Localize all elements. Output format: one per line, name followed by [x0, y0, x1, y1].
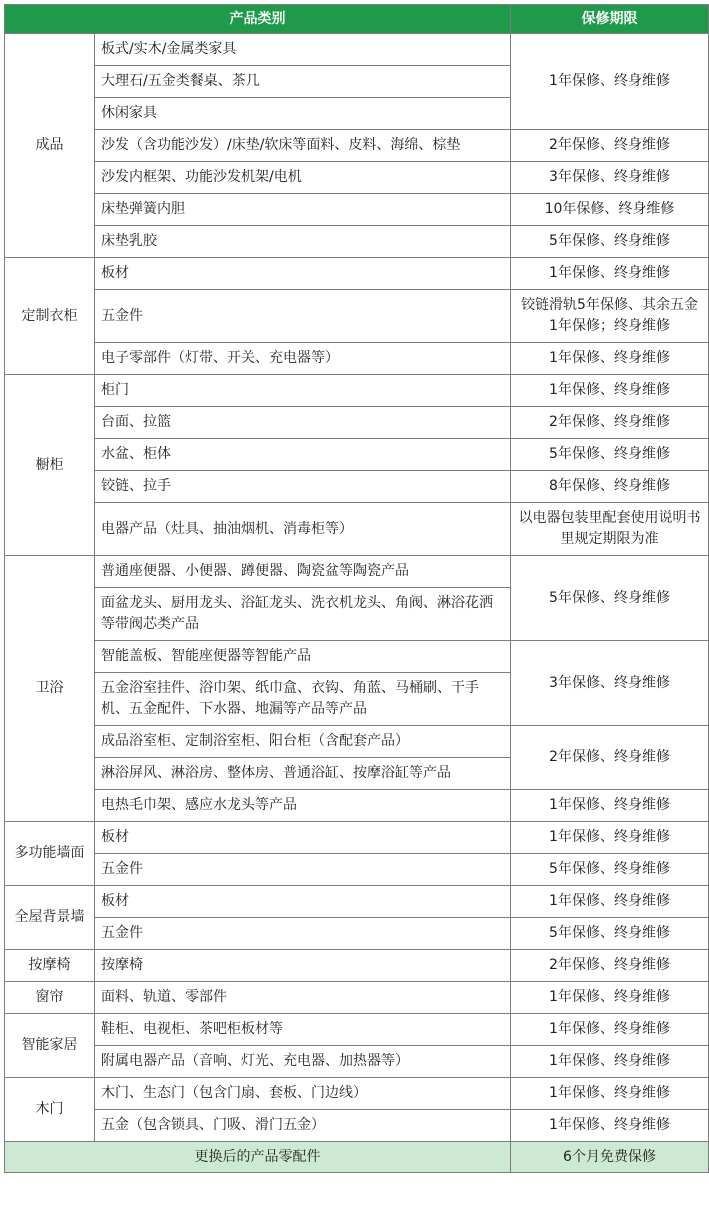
product-item-cell: 木门、生态门（包含门扇、套板、门边线）: [95, 1078, 511, 1110]
table-row: [5, 641, 709, 673]
product-item-cell: 柜门: [95, 375, 511, 407]
warranty-cell: 1年保修、终身维修: [511, 343, 709, 375]
product-item-cell: 按摩椅: [95, 950, 511, 982]
warranty-cell: 3年保修、终身维修: [511, 641, 709, 726]
warranty-cell: 5年保修、终身维修: [511, 226, 709, 258]
product-item-cell: 板材: [95, 822, 511, 854]
table-row: [5, 950, 709, 982]
warranty-cell: 1年保修、终身维修: [511, 34, 709, 130]
table-row: [5, 194, 709, 226]
warranty-cell: 3年保修、终身维修: [511, 162, 709, 194]
product-item-cell: 五金件: [95, 918, 511, 950]
footer-warranty: 6个月免费保修: [511, 1142, 709, 1173]
warranty-cell: 5年保修、终身维修: [511, 556, 709, 641]
product-item-cell: 面盆龙头、厨用龙头、浴缸龙头、洗衣机龙头、角阀、淋浴花洒等带阀芯类产品: [95, 588, 511, 641]
table-row: [5, 1110, 709, 1142]
table-row: [5, 1014, 709, 1046]
product-item-cell: 面料、轨道、零部件: [95, 982, 511, 1014]
product-item-cell: 板式/实木/金属类家具: [95, 34, 511, 66]
table-header-row: [5, 5, 709, 34]
table-row: [5, 854, 709, 886]
product-item-cell: 沙发（含功能沙发）/床垫/软床等面料、皮料、海绵、棕垫: [95, 130, 511, 162]
header-product-category: 产品类别: [5, 5, 511, 34]
category-cell: 多功能墙面: [5, 822, 95, 886]
category-cell: 卫浴: [5, 556, 95, 822]
category-cell: 橱柜: [5, 375, 95, 556]
table-row: [5, 471, 709, 503]
table-row: [5, 503, 709, 556]
table-row: [5, 162, 709, 194]
table-row: [5, 258, 709, 290]
table-row: [5, 726, 709, 758]
warranty-cell: 1年保修、终身维修: [511, 1046, 709, 1078]
warranty-cell: 10年保修、终身维修: [511, 194, 709, 226]
table-row: [5, 982, 709, 1014]
category-cell: 智能家居: [5, 1014, 95, 1078]
warranty-table: [4, 4, 709, 1173]
product-item-cell: 智能盖板、智能座便器等智能产品: [95, 641, 511, 673]
table-row: [5, 790, 709, 822]
category-cell: 木门: [5, 1078, 95, 1142]
footer-row: [5, 1142, 709, 1173]
warranty-cell: 1年保修、终身维修: [511, 790, 709, 822]
table-row: [5, 130, 709, 162]
product-item-cell: 五金件: [95, 290, 511, 343]
table-row: [5, 375, 709, 407]
table-row: [5, 343, 709, 375]
product-item-cell: 鞋柜、电视柜、茶吧柜板材等: [95, 1014, 511, 1046]
warranty-cell: 1年保修、终身维修: [511, 982, 709, 1014]
product-item-cell: 水盆、柜体: [95, 439, 511, 471]
warranty-cell: 1年保修、终身维修: [511, 375, 709, 407]
table-row: [5, 34, 709, 66]
category-cell: 按摩椅: [5, 950, 95, 982]
warranty-cell: 铰链滑轨5年保修、其余五金1年保修；终身维修: [511, 290, 709, 343]
warranty-cell: 1年保修、终身维修: [511, 822, 709, 854]
product-item-cell: 大理石/五金类餐桌、茶几: [95, 66, 511, 98]
product-item-cell: 电子零部件（灯带、开关、充电器等）: [95, 343, 511, 375]
product-item-cell: 五金件: [95, 854, 511, 886]
warranty-cell: 1年保修、终身维修: [511, 258, 709, 290]
product-item-cell: 台面、拉篮: [95, 407, 511, 439]
warranty-cell: 5年保修、终身维修: [511, 439, 709, 471]
table-row: [5, 1046, 709, 1078]
category-cell: 定制衣柜: [5, 258, 95, 375]
table-body: [5, 34, 709, 1142]
warranty-cell: 5年保修、终身维修: [511, 918, 709, 950]
warranty-cell: 1年保修、终身维修: [511, 1078, 709, 1110]
warranty-cell: 2年保修、终身维修: [511, 950, 709, 982]
warranty-cell: 以电器包装里配套使用说明书里规定期限为准: [511, 503, 709, 556]
table-row: [5, 918, 709, 950]
warranty-cell: 5年保修、终身维修: [511, 854, 709, 886]
product-item-cell: 铰链、拉手: [95, 471, 511, 503]
product-item-cell: 附属电器产品（音响、灯光、充电器、加热器等）: [95, 1046, 511, 1078]
table-row: [5, 1078, 709, 1110]
warranty-cell: 2年保修、终身维修: [511, 407, 709, 439]
product-item-cell: 淋浴屏风、淋浴房、整体房、普通浴缸、按摩浴缸等产品: [95, 758, 511, 790]
product-item-cell: 五金浴室挂件、浴巾架、纸巾盒、衣钩、角蓝、马桶刷、干手机、五金配件、下水器、地漏等产品等产品: [95, 673, 511, 726]
product-item-cell: 板材: [95, 886, 511, 918]
warranty-cell: 1年保修、终身维修: [511, 886, 709, 918]
category-cell: 窗帘: [5, 982, 95, 1014]
product-item-cell: 休闲家具: [95, 98, 511, 130]
product-item-cell: 普通座便器、小便器、蹲便器、陶瓷盆等陶瓷产品: [95, 556, 511, 588]
table-row: [5, 886, 709, 918]
product-item-cell: 床垫弹簧内胆: [95, 194, 511, 226]
product-item-cell: 成品浴室柜、定制浴室柜、阳台柜（含配套产品）: [95, 726, 511, 758]
header-warranty-period: 保修期限: [511, 5, 709, 34]
product-item-cell: 沙发内框架、功能沙发机架/电机: [95, 162, 511, 194]
table-row: [5, 556, 709, 588]
product-item-cell: 板材: [95, 258, 511, 290]
product-item-cell: 电热毛巾架、感应水龙头等产品: [95, 790, 511, 822]
warranty-cell: 1年保修、终身维修: [511, 1110, 709, 1142]
category-cell: 成品: [5, 34, 95, 258]
product-item-cell: 电器产品（灶具、抽油烟机、消毒柜等）: [95, 503, 511, 556]
table-row: [5, 439, 709, 471]
product-item-cell: 五金（包含锁具、门吸、滑门五金）: [95, 1110, 511, 1142]
product-item-cell: 床垫乳胶: [95, 226, 511, 258]
warranty-cell: 8年保修、终身维修: [511, 471, 709, 503]
table-row: [5, 822, 709, 854]
table-row: [5, 226, 709, 258]
category-cell: 全屋背景墙: [5, 886, 95, 950]
table-row: [5, 290, 709, 343]
table-row: [5, 407, 709, 439]
warranty-cell: 2年保修、终身维修: [511, 130, 709, 162]
warranty-cell: 2年保修、终身维修: [511, 726, 709, 790]
warranty-cell: 1年保修、终身维修: [511, 1014, 709, 1046]
footer-label: 更换后的产品零配件: [5, 1142, 511, 1173]
